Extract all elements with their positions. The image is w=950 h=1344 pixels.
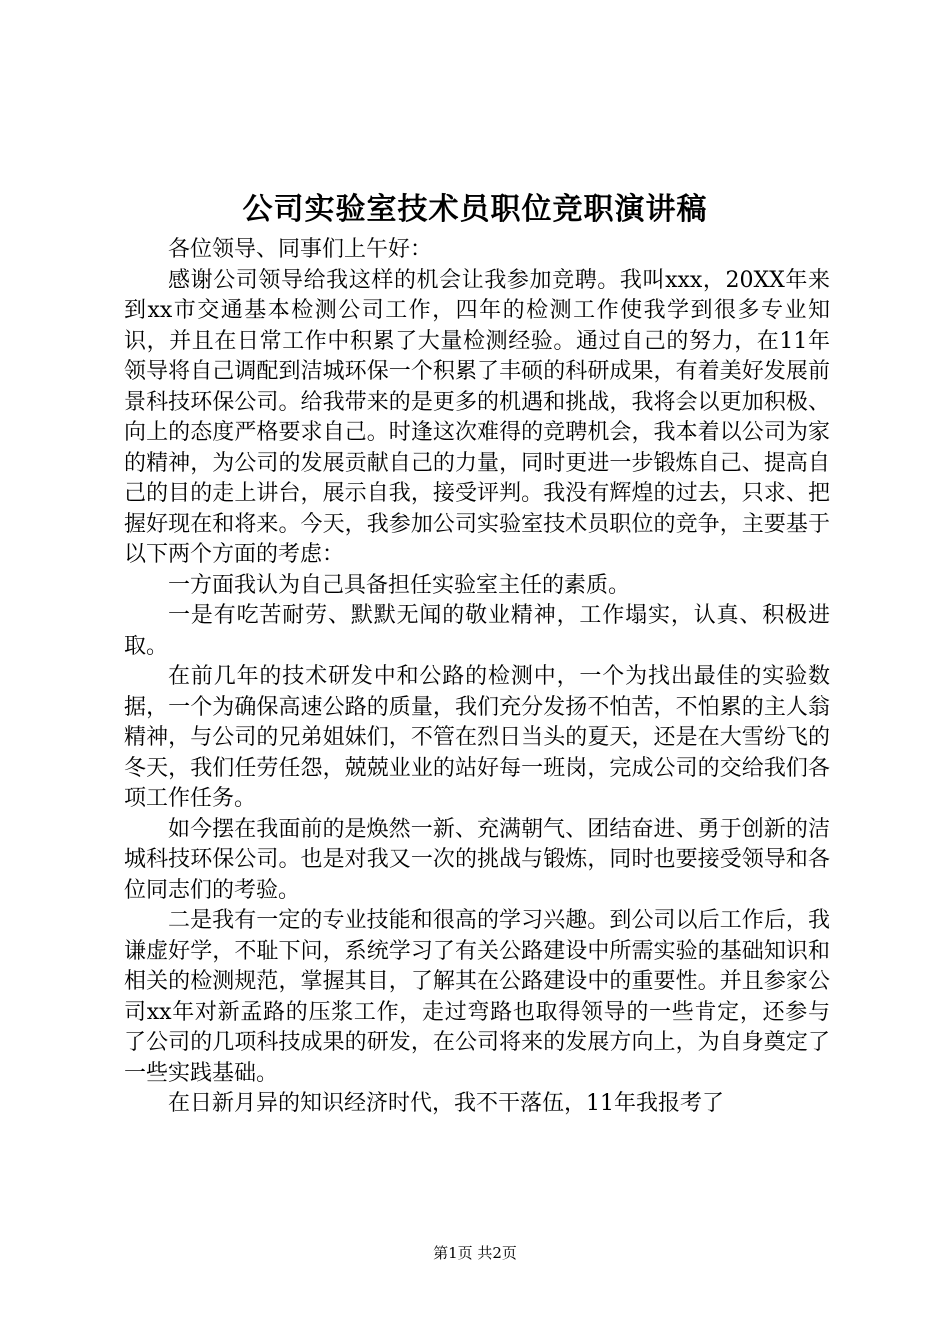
paragraph: 如今摆在我面前的是焕然一新、充满朝气、团结奋进、勇于创新的洁城科技环保公司。也是对我又一次的挑战与锻炼，同时也要接受领导和各位同志们的考验。 (124, 816, 830, 903)
document-title: 公司实验室技术员职位竞职演讲稿 (242, 192, 708, 227)
paragraph: 二是我有一定的专业技能和很高的学习兴趣。到公司以后工作后，我谦虚好学，不耻下问，系统学习了有关公路建设中所需实验的基础知识和相关的检测规范，掌握其目，了解其在公路建设中的重要性。并且参家公司xx年对新孟路的压浆工作，走过弯路也取得领导的一些肯定，还参与了公司的几项科技成果的研发，在公司将来的发展方向上，为自身奠定了一些实践基础。 (124, 908, 830, 1086)
paragraph-greeting: 各位领导、同事们上午好： (168, 237, 433, 262)
paragraph: 一方面我认为自己具备担任实验室主任的素质。 (168, 572, 631, 598)
document-body (124, 235, 830, 1120)
paragraph: 在前几年的技术研发中和公路的检测中，一个为找出最佳的实验数据，一个为确保高速公路的质量，我们充分发扬不怕苦，不怕累的主人翁精神，与公司的兄弟姐妹们，不管在烈日当头的夏天，还是在大雪纷飞的冬天，我们任劳任怨，兢兢业业的站好每一班岗，完成公司的交给我们各项工作任务。 (124, 664, 830, 811)
paragraph: 一是有吃苦耐劳、默默无闻的敬业精神，工作塌实，认真、积极进取。 (124, 603, 830, 659)
paragraph: 感谢公司领导给我这样的机会让我参加竞聘。我叫xxx，20XX年来到xx市交通基本检测公司工作，四年的检测工作使我学到很多专业知识，并且在日常工作中积累了大量检测经验。通过自己的努力，在11年领导将自己调配到洁城环保一个积累了丰硕的科研成果，有着美好发展前景科技环保公司。给我带来的是更多的机遇和挑战，我将会以更加积极、向上的态度严格要求自己。时逢这次难得的竞聘机会，我本着以公司为家的精神，为公司的发展贡献自己的力量，同时更进一步锻炼自己、提高自己的目的走上讲台，展示自我，接受评判。我没有辉煌的过去，只求、把握好现在和将来。今天，我参加公司实验室技术员职位的竞争，主要基于以下两个方面的考虑： (124, 267, 830, 567)
page-number-footer: 第1页 共2页 (433, 1244, 517, 1262)
paragraph: 在日新月异的知识经济时代，我不干落伍，11年我报考了 (168, 1091, 724, 1116)
